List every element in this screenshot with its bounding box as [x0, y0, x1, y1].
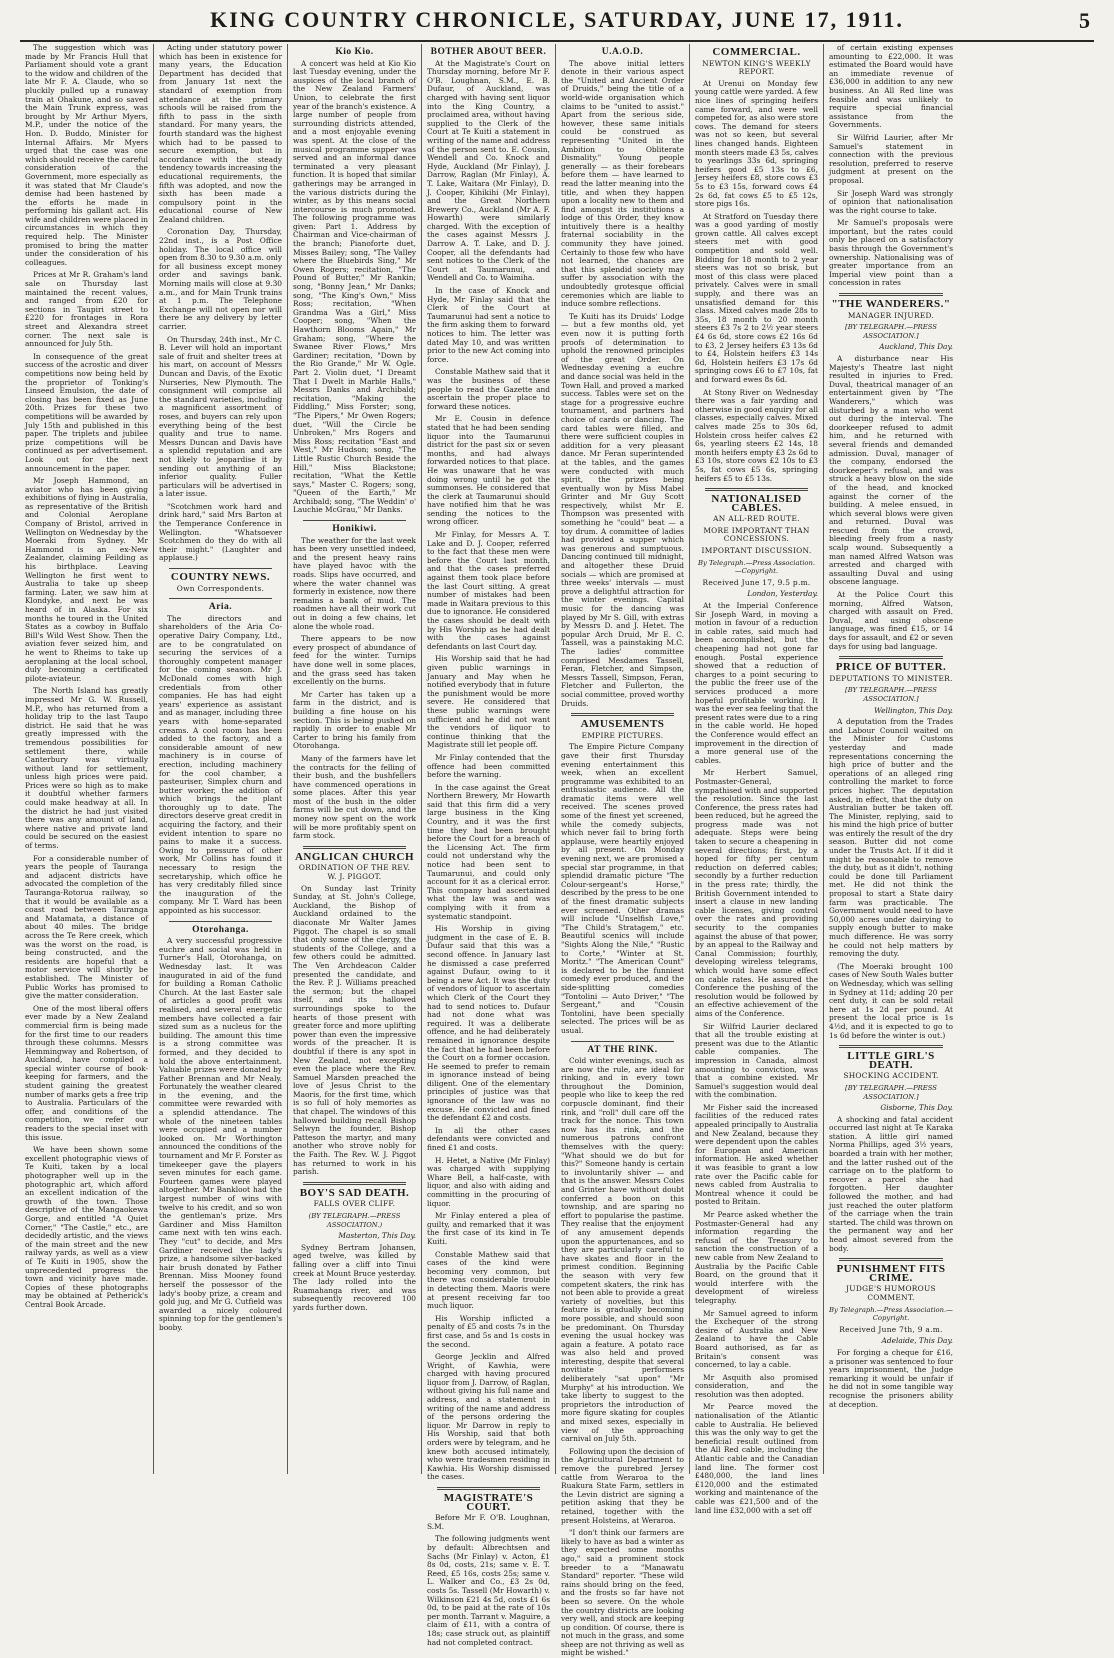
article-headline: NATIONALISED CABLES. — [711, 493, 802, 514]
article-subheading: Own Correspondents. — [176, 583, 265, 593]
wire-credit: By Telegraph.—Press Association.—Copyright. — [829, 1305, 953, 1323]
wire-credit: (BY TELEGRAPH.—PRESS ASSOCIATION.) — [308, 1212, 401, 1229]
article-paragraph: Sydney Bertram Johansen, aged twelve, was killed by falling over a cliff into Tinui creek at Mount Bruce yesterday. The lady rolled into the Ruamahanga river, and was subsequently recovered 100 yards further down. — [293, 1242, 416, 1312]
column-6 — [690, 44, 824, 1515]
article-headline: "THE WANDERERS." — [831, 298, 951, 311]
column-7 — [824, 44, 958, 1474]
article-subheading: AN ALL-RED ROUTE. — [713, 514, 800, 524]
article-subheading: MANAGER INJURED. — [847, 310, 935, 320]
article-paragraph: A very successful progressive euchre and social was held in Turner's Hall, Otorohanga, on Wednesday last. It was inaugurated in aid of the fund for building a Roman Catholic Church. At the last Easter sale of articles a good profit was realised, and several energetic members have collected a fair sized sum as a nucleus for the building. The amount this time is a strong committee was formed, and they decided to hold the above entertainment. Valuable prizes were donated by Father Brennan and Mr Nealy. Fortunately the weather cleared in the evening, and the committee were rewarded with a splendid attendance. The whole of the nineteen tables were occupied and a number looked on. Mr Worthington announced the conditions of the tournament and Mr F. Forster as timekeeper gave the players seven minutes for each game. Fourteen games were played altogether. Mr Bankloot had the largest number of wins with twelve to his credit, and so won the gentleman's prize. Mrs Gardiner and Miss Hamilton came next with ten wins each. They "cut" to decide, and Mrs Gardiner received the lady's prize, a handsome silver-backed hair brush donated by Father Brennan. Miss Mooney found herself the possessor of the lady's booby prize, a cream and gold jug, and Mr G. Cutfield was awarded a nicely coloured spinning top for the gentlemen's booby. — [159, 936, 282, 1332]
article-paragraph: Mr Carter has taken up a farm in the district, and is building a fine house on his section. This is being pushed on rapidly in order to enable Mr Carter to bring his family from Otorohanga. — [293, 689, 416, 751]
masthead — [0, 0, 1114, 40]
article-paragraph: We have been shown some excellent photographic views of Te Kuiti, taken by a local photographer well up in the photographic art, which afford an excellent indication of the growth of the town. Those descriptive of the Mangaokewa Gorge, and entitled "A Quiet Corner," "The Castle," etc., are decidedly artistic, and the views of the main street and the new railway yards, as well as a view of Te Kuiti in 1905, show the unprecedented progress the town and vicinity have made. Copies of these photographs may be obtained at Petherick's Central Book Arcade. — [25, 1145, 148, 1309]
article-paragraph: The above initial letters denote in their various aspect the "United and Ancient Order of Druids," being the title of a world-wide organisation which claims to be "united to assist." Apart from the serious side, however, these same initials could be construed as representing "United in the Ambition to Obliterate Dismality." Young people generally — as their forebears before them — have learned to read the latter meaning into the title, and when they happen upon a locality new to them and find amongst its institutions a lodge of this Order, they know intuitively there is a healthy fraternal sociability in the community they have joined. Certainly to those few who have not learned, the chances are that this splendid society may suffer by association with the undoubtedly grotesque official ceremonies which are liable to induce sombre reflections. — [561, 58, 684, 309]
article-paragraph: Constable Mathew said that cases of the kind were becoming very common, but there was considerable trouble in detecting them. Maoris were at present receiving far too much liquor. — [427, 1249, 550, 1311]
article-paragraph: In consequence of the great success of the acrostic and diver competitions now being held by the proprietor of Tonking's Linseed Emulsion, the date of closing has been fixed as June 20th. Prizes for these two competitions will be awarded by July 15th and published in this paper. The triplets and jubilee prize competitions will be continued as per advertisement. Look out for the next announcement in the paper. — [25, 351, 148, 473]
article-subheading: SHOCKING ACCIDENT. — [843, 1071, 939, 1081]
page-number: 5 — [1079, 8, 1090, 33]
article-subheading: NEWTON KING'S WEEKLY REPORT. — [702, 58, 811, 77]
column-rule — [571, 1041, 674, 1042]
article-paragraph: For a considerable number of years the people of Tauranga and adjacent districts have advocated the completion of the Tauranga-Rotorua railway, so that it would be available as a coast road between Tauranga and Matamata, a distance of about 40 miles. The bridge across the Te Rere creek, which was the worst on the road, is being constructed, and the residents are hopeful that a motor service will shortly be established. The Minister of Public Works has promised to give the matter consideration. — [25, 853, 148, 1001]
column-rule — [839, 293, 943, 296]
column-4 — [422, 44, 556, 1647]
article-paragraph: His Worship in giving judgment in the case of E. B. Dufaur said that this was a second offence. In January last he dismissed a case preferred against Dufaur, owing to it being a new Act. It was the duty of vendors of liquor to ascertain which Clerk of the Court they had to send notices to. Dufaur had not done what was required. It was a deliberate offence, and he had deliberately remained in ignorance despite the fact that he had been before the Court on a former occasion. He seemed to prefer to remain in ignorance instead of being diligent. One of the elementary principles of justice was that ignorance of the law was no excuse. He convicted and fined the defendant £2 and costs. — [427, 924, 550, 1123]
column-2 — [154, 44, 288, 1474]
article-paragraph: The suggestion which was made by Mr Francis Hull that Parliament should vote a grant to the widow and children of the late Mr F. A. Claude, who so pluckily pulled up a runaway train at Ohakune, and so saved the Main Trunk express, was brought by Mr Arthur Myers, M.P., under the notice of the Hon. D. Buddo, Minister for Internal Affairs. Mr Myers urged that the case was one which should receive the careful consideration of the Government, more especially as it was stated that Mr Claude's demise had been hastened by the efforts he made in performing his gallant act. His wife and children were placed in circumstances in which they required help. The Minister promised to bring the matter under the consideration of his colleagues. — [25, 43, 148, 267]
article-headline: PUNISHMENT FITS CRIME. — [836, 1263, 946, 1284]
article-paragraph: of certain existing expenses amounting to £22,000. It was estimated the Board would have an immediate revenue of £36,000 in addition to any new business. An All Red line was feasible and was unlikely to require special financial assistance from the Governments. — [829, 43, 953, 130]
article-headline: Otorohanga. — [192, 924, 249, 935]
column-rule — [839, 656, 943, 659]
article-paragraph: H. Hetet, a Native (Mr Finlay) was charged with supplying Whare Bell, a half-caste, with liquor, and also with aiding and committing in the procuring of liquor. — [427, 1155, 550, 1208]
article-paragraph: The following judgments went by default: Albrechtsen and Sachs (Mr Finlay) v. Acton, £1 8s 0d, costs, 21s; same v. E. T. Reed, £5 16s, costs 25s; same v. L. Walker and Co., £3 2s 0d, costs 5s. Tassell (Mr Howarth) v. Wilkinson £21 4s 5d, costs £1 6s 0d, to be paid at the rate of 10s per month. Tarrant v. Maguire, a claim of £11, with a contra of 18s; case struck out, as plaintiff had not completed contract. — [427, 1534, 550, 1647]
article-paragraph: Acting under statutory power which has been in existence for many years, the Education Department has decided that from January 1st next the standard of exemption from attendance at the primary schools will be raised from the fifth to pass in the sixth standard. For many years, the fourth standard was the highest which had to be passed to secure exemption, but in accordance with the steady tendency towards increasing the educational requirements, the fifth was adopted, and now the sixth has been made a compulsory point in the educational course of New Zealand children. — [159, 43, 282, 224]
article-paragraph: Constable Mathew said that it was the business of these people to read the Gazette and ascertain the proper place to forward these notices. — [427, 367, 550, 411]
article-paragraph: Many of the farmers have let the contracts for the felling of their bush, and the bushfellers have commenced operations in some places. After this year most of the bush in the older farms will be cut down, and the money now spent on the work will be more profitably spent on farm stock. — [293, 753, 416, 841]
column-1 — [20, 44, 154, 1474]
article-paragraph: "I don't think our farmers are likely to have as bad a winter as they expected some months ago," said a prominent stock breeder to a "Manawatu Standard" reporter. "These wild rains should bring on the feed, and the frosts so far have not been so severe. On the whole the country districts are looking very well, and stock are keeping up condition. Of course, there is not much in the grass, and some sheep are not thriving as well as might be wished." — [561, 1528, 684, 1658]
dateline: Masterton, This Day. — [338, 1231, 416, 1241]
newspaper-columns — [20, 43, 1094, 1658]
article-paragraph: At Urenui on Monday few young cattle were yarded. A few nice lines of springing heifers came forward, and were well competed for, as also were store cows. The demand for steers was not so keen, but several lines changed hands. Eighteen month steers made £3 5s, calves to yearlings 33s 6d, springing heifers good £5 13s to £6, Jersey heifers £8, store cows £3 5s to £3 15s, forward cows £4 2s 6d, fat cows £5 to £5 12s, store pigs 16s. — [695, 78, 818, 209]
article-paragraph: At Stony River on Wednesday there was a fair yarding and otherwise in good enquiry for all classes, especially calves. Mixed calves made 25s to 30s 6d, Holstein cross heifer calves £2 6s, yearling steers £2 14s, 18 month heifers empty £3 2s 6d to £3 10s, store cows £2 10s to £3 5s, fat cows £5 6s, springing heifers £5 to £5 13s. — [695, 387, 818, 483]
article-paragraph: In all the other cases defendants were convicted and fined £1 and costs. — [427, 1125, 550, 1153]
article-paragraph: In the case against the Great Northern Brewery, Mr Howarth said that this firm did a very large business in the King Country, and it was the first time they had been brought before the Court for a breach of the Licensing Act. The firm could not understand why the notice had been sent to Taumarunui, and could only account for it as a clerical error. This company had ascertained what the law was and was complying with it from a systematic standpoint. — [427, 782, 550, 921]
wire-credit: [BY TELEGRAPH.—PRESS ASSOCIATION.] — [845, 686, 937, 703]
article-paragraph: In the case of Knock and Hyde, Mr Finlay said that the Clerk of the Court at Taumarunui had sent a notice to the firm asking them to forward notices to him. The letter was dated May 10, and was written prior to the new Act coming into force. — [427, 286, 550, 364]
article-paragraph: The weather for the last week has been very unsettled indeed, and the present heavy rains have played havoc with the roads. Slips have occurred, and where the water channel was formerly in existence, now there remains a bank of mud. The roadmen have all their work cut out in doing a few chains, let alone the whole road. — [293, 535, 416, 631]
article-headline: MAGISTRATE'S COURT. — [443, 1492, 534, 1513]
article-headline: LITTLE GIRL'S DEATH. — [847, 1050, 935, 1071]
masthead-title: KING COUNTRY CHRONICLE, SATURDAY, JUNE 17, 1911. — [210, 7, 904, 32]
article-headline: ANGLICAN CHURCH — [294, 850, 415, 863]
wire-credit: By Telegraph.—Press Association.—Copyright. — [697, 558, 816, 576]
column-rule — [839, 1258, 943, 1261]
article-paragraph: Mr Fisher said the increased facilities of the reduced rates appealed principally to Australia and New Zealand, because they were dependent upon the cables for European and American information. He asked whether it was feasible to grant a low rate over the Pacific cable for news cabled from Australia to Montreal whence it could be posted to Britain. — [695, 1102, 818, 1207]
column-rule — [303, 520, 406, 521]
article-headline: U.A.O.D. — [601, 47, 644, 57]
article-paragraph: Mr E. Cousin in defence stated that he had been sending liquor into the Taumarunui district for the past six or seven months, and had always forwarded notices to that place. He was unaware that he was doing wrong until he got the summonses. He considered that the clerk at Taumarunui should have notified him that he was sending the notices to the wrong officer. — [427, 414, 550, 527]
article-headline: AT THE RINK. — [587, 1044, 658, 1055]
article-paragraph: There appears to be now every prospect of abundance of feed for the winter. Turnips have done well in some places, and the grass seed has taken excellently on the burns. — [293, 634, 416, 687]
column-rule — [169, 921, 272, 922]
column-rule — [839, 1045, 943, 1048]
column-rule — [169, 598, 272, 599]
article-paragraph: At the Magistrate's Court on Thursday morning, before Mr F. O'B. Loughnan, S.M., E. B. Dufaur, of Auckland, was charged with having sent liquor into the King Country, a proclaimed area, without having supplied to the Clerk of the Court at Te Kuiti a statement in writing of the name and address of the person sent to. E. Cousin, Wendell and Co. Knock and Hyde, Auckland (Mr Finlay), J. Darrow, Raglan (Mr Finlay), A. T. Lake, Waitara (Mr Finlay), D. J. Cooper, Kihikihi (Mr Finlay), and the Great Northern Brewery Co., Auckland (Mr A. F. Howarth) were similarly charged. With the exception of the cases against Messrs J. Darrow A. T. Lake, and D. J. Cooper, all the defendants had sent notices to the Clerk of the Court at Taumarunui, and Wendell and Co. to Waimiha. — [427, 58, 550, 283]
article-paragraph: Mr Asquith also promised consideration, and the resolution was then adopted. — [695, 1372, 818, 1399]
article-paragraph: Mr Finlay contended that the offence had been committed before the warning. — [427, 752, 550, 780]
article-headline: Kio Kio. — [335, 47, 374, 57]
article-paragraph: At Stratford on Tuesday there was a good yarding of mostly grown cattle. All calves except steers met with good competition and sold well. Bidding for 18 month to 2 year steers was not so brisk, but most of this class were placed privately. Calves were in small supply, and there was an unsatisfied demand for this class. Mixed calves made 28s to 35s, 18 month to 20 month steers £3 7s 2 to 2½ year steers £4 6s 6d, store cows £2 16s 6d to £3, 2 Jersey heifers £3 13s 6d to £4, Holstein heifers £3 14s 6d, Holstein heifers £3 17s 6d springing cows £6 to £7 10s, fat and forward ewes 8s 6d. — [695, 211, 818, 384]
dateline: London, Yesterday. — [747, 589, 818, 599]
wire-credit: [BY TELEGRAPH.—PRESS ASSOCIATION.] — [845, 323, 937, 340]
article-paragraph: Following upon the decision of the Agricultural Department to remove the purebred Jersey cattle from Weraroa to the Ruakura State Farm, settlers in the Levin district are signing a petition asking that they be retained, together with the present Holsteins, at Weraroa. — [561, 1446, 684, 1525]
article-paragraph: Mr Samuel agreed to inform the Exchequer of the strong desire of Australia and New Zealand to have the Cable Board authorised, as far as Britain's consent was concerned, to lay a cable. — [695, 1308, 818, 1370]
article-paragraph: (The Moeraki brought 100 cases of New South Wales butter on Wednesday, which was selling in Sydney at 11d; adding 20 per cent duty, it can be sold retail here at 1s 2d per pound. At present the local price is 1s 4½d, and it is expected to go to 1s 6d before the winter is out.) — [829, 961, 953, 1040]
article-paragraph: George Jecklin and Alfred Wright, of Kawhia, were charged with having procured liquor from J. Darrow, of Raglan, without giving his full name and address, and a statement in writing of the name and address of the persons ordering the liquor. Mr Darrow in reply to His Worship, said that both orders were by telegram, and he knew both accused intimately, who were tradesmen residing in Kawhia. His Worship dismissed the cases. — [427, 1352, 550, 1482]
article-paragraph: The directors and shareholders of the Aria Co-operative Dairy Company, Ltd., are to be congratulated on securing the services of a thoroughly competent manager for the coming season. Mr J. McDonald comes with high credentials from other companies. He has had eight years' experience as assistant and as manager, including three years with home-separated creams. A cool room has been added to the factory, and a considerable amount of new machinery is in course of erection, including machinery for the cool chamber, a pasteuriser, Simplex churn and butter worker, the addition of which brings the plant thoroughly up to date. The directors deserve great credit in acquiring the factory, and their evident intention to spare no pains to make it a success. Owing to pressure of other work, Mr Collins has found it necessary to resign the secretaryship, which office he has very creditably filled since the inauguration of the company. Mr T. Ward has been appointed as his successor. — [159, 613, 282, 915]
article-paragraph: Mr Finlay, for Messrs A. T. Lake and D. J. Cooper, referred to the fact that these men were before the Court last month, and that the cases preferred against them took place before the last Court sitting. A great number of mistakes had been made in Waitara previous to this due to ignorance. He considered the cases should be dealt with by His Worship as he had dealt with the cases against defendants on last Court day. — [427, 530, 550, 651]
article-paragraph: Cold winter evenings, such as are now the rule, are ideal for rinking, and in every town throughout the Dominion, people who like to keep the red corpuscle dominant, find their rink, and "roll" dull care off the track for the nonce. This town now has its rink, and the numerous patrons confront themselves with the query: "What should we do but for this?" Someone handy is certain to involuntarily shiver — and that is the answer. Messrs Coles and Grinter have without doubt conferred a boon on this township, and are sparing no effort to popularise the pastime. They realise that the enjoyment of any amusement depends upon the appurtenances, and so they are particularly careful to have skates and floor in the primest condition. Beginning the season with very few competent skaters, the rink has not been able to provide a great variety of novelties, but this feature is gradually becoming more possible, and should soon be predominant. On Thursday evening the usual hockey was again a feature. A potato race was also held and proved interesting, despite that several novitiate performers deliberately "sat upon" "Mr Murphy" at his introduction. We take liberty to suggest to the proprietors the introduction of more figure skating for couples and mixed sexes, especially in view of the approaching carnival on July 5th. — [561, 1056, 684, 1444]
article-paragraph: A deputation from the Trades and Labour Council waited on the Minister for Customs yesterday and made representations concerning the high price of butter and the operations of an alleged ring controlling the market to force prices higher. The deputation asked, in effect, that the duty on Australian butter be taken off. The Minister, replying, said to his mind the high price of butter was entirely the result of the dry season. Butter did not come under the Trusts Act. If it did it might be reasonable to remove the duty, but as it didn't, nothing could be done till Parliament met. He did not think the proposal to start a State dairy farm was practicable. The Government would need to have 50,000 acres under dairying to supply enough butter to make much difference. He was sorry he could not help matters by removing the duty. — [829, 717, 953, 959]
article-headline: BOY'S SAD DEATH. — [299, 1186, 410, 1199]
article-paragraph: A concert was held at Kio Kio last Tuesday evening, under the auspices of the local branch of the New Zealand Farmers' Union, to celebrate the first year of the branch's existence. A large number of people from surrounding districts attended, and a most enjoyable evening was spent. At the close of the musical programme supper was served and an informal dance terminated a very pleasant function. It is hoped that similar gatherings may be arranged in the various districts during the winter, as by this means social intercourse is much promoted. The following programme was given: Part 1. Address by Chairman and Vice-chairman of the branch; Pianoforte duet, Misses Bailey; song, "The Valley where the Bluebirds Sing," Mr Owen Rogers; recitation, "The Pound of Butter," Mr Rankin; song, "Bonny Jean," Mr Danks; song, "The King's Own," Miss Ross; recitation, "When Grandma Was a Girl," Miss Cooper; song, "When the Hawthorn Blooms Again," Mr Graham; song, "Where the Swanee River Flows," Mrs Gardiner; recitation, "Down by the Rio Grande," Mr W. Ogle. Part 2. Violin duet, "I Dreamt That I Dwelt in Marble Halls," Messrs Danks and Archibald; recitation, "Making the Fiddling," Miss Forster; song, "The Pipers," Mr Owen Rogers; duet, "Will the Circle be Unbroken," Mrs Rogers and Miss Ross; recitation "East and West," Mr Hudson; song, "The Little Rustic Church Beside the Hill," Miss Blackstone; recitation, "What the Kettle says," Master C. Rogers; song, "Queen of the Earth," Mr Archibald; song, "The Weddin' o' Lauchie McGrau," Mr Danks. — [293, 58, 416, 515]
dateline: Auckland, This Day. — [879, 342, 953, 352]
article-subheading: DEPUTATIONS TO MINISTER. — [829, 673, 953, 683]
article-paragraph: Mr Pearce moved the nationalisation of the Atlantic cable to Australia. He believed this was the only way to get the beneficial result outlined from the All Red cable, including the Atlantic cable and the Canadian land line. The former cost £480,000, the land lines £120,000 and the estimated working and maintenance of the cable was £21,500 and of the land line £32,000 with a set off — [695, 1402, 818, 1515]
column-rule — [303, 846, 406, 849]
article-subheading: ORDINATION OF THE REV. W. J. PIGGOT. — [298, 863, 411, 882]
article-paragraph: At the Police Court this morning, Alfred Watson, charged with assault on Fred. Duval, and using obscene language, was fined £15, or 14 days for assault, and £2 or seven days for using bad language. — [829, 590, 953, 651]
column-rule — [437, 1487, 540, 1490]
article-paragraph: Mr Finlay entered a plea of guilty, and remarked that it was the first case of its kind in Te Kuiti. — [427, 1211, 550, 1246]
article-subheading: Received June 17, 9.5 p.m. — [702, 577, 811, 587]
article-paragraph: Sir Wilfrid Laurier declared that all the trouble existing at present was due to the Atlantic cable companies. The impression in Canada, almost amounting to conviction, was that a combine existed. Mr Samuel's suggestion would deal with the combination. — [695, 1021, 818, 1100]
article-paragraph: Sir Joseph Ward was strongly of opinion that nationalisation was the right course to take. — [829, 188, 953, 215]
column-5 — [556, 44, 690, 1658]
article-paragraph: The North Island has greatly impressed Mr G. W. Russell, M.P., who has returned from a holiday trip to the last Taupo district. He said that he was greatly impressed with the tremendous possibilities for settlement there, while Canterbury was virtually without land for settlement, unless high prices were paid. Prices were so high as to make it doubtful whether farmers could make headway at all. In the district he had just visited there was any amount of land, where native and private land could be secured on the easiest of terms. — [25, 686, 148, 851]
article-headline: COMMERCIAL. — [712, 46, 801, 58]
masthead-rule — [20, 40, 1094, 42]
article-subheading: IMPORTANT DISCUSSION. — [701, 546, 812, 556]
article-paragraph: For forging a cheque for £16, a prisoner was sentenced to four years imprisonment, the Judge remarking it would be unfair if he did not in some tangible way recognise the prisoners ability at deception. — [829, 1347, 953, 1409]
wire-credit: [BY TELEGRAPH.—PRESS ASSOCIATION.] — [845, 1083, 937, 1101]
column-rule — [571, 713, 674, 716]
article-paragraph: Te Kuiti has its Druids' Lodge — but a few months old, yet even now it is putting forth proofs of determination to uphold the renowned principles of the great Order. On Wednesday evening a euchre and dance social was held in the Town Hall, and proved a marked success. Tables were set on the stage for a progressive euchre tournament, and partners had choice of cards or dancing. The card tables were filled, and there were sufficient couples in addition for a very pleasant dance. Mr Feran superintended at the tables, and the games were conducted with much spirit, the prizes being eventually won by Miss Mabel Grinter and Mr Guy Scott respectively, whilst Mr E. Thompson was presented with something he "could" beat — a toy drum. A committee of ladies had provided a supper which was generous and sumptuous. Dancing continued till midnight, and altogether these Druid socials — which are promised at three weeks' intervals — must prove a delightful attraction for the winter evenings. Capital music for the dancing was played by Mr S. Gill, with extras by Messrs D. and J. Hetet. The popular Arch Druid, Mr E. C. Tassell, was a painstaking M.C. The ladies' committee comprised Mesdames Tassell, Feran, Fletcher, and Simpson, Messrs Tassell, Simpson, Feran, Fletcher and Fullerton, the social committee, proved worthy Druids. — [561, 311, 684, 708]
article-paragraph: Mr Joseph Hammond, an aviator who has been giving exhibitions of flying in Australia, as representative of the British and Colonial Aeroplane Company of Bristol, arrived in Wellington on Wednesday by the Moeraki from Sydney. Mr Hammond is an ex-New Zealander, claiming Feilding as his birthplace. Leaving Wellington he first went to Australia to take up sheep farming. Later, we saw him at Klondyke, and next he was heard of in Alaska. For six months he toured in the United States as a cowboy in Buffalo Bill's Wild West Show. Then the aviation fever seized him, and he went to Rheims to take up aeroplaning at the local school, duly becoming a certificated pilote-aviateur. — [25, 476, 148, 683]
article-headline: AMUSEMENTS — [580, 718, 665, 731]
column-3 — [288, 44, 422, 1474]
article-paragraph: On Thursday, 24th inst., Mr C. B. Lever will hold an important sale of fruit and shelter trees at his mart, on account of Messrs Duncan and Davis, of the Exotic Nurseries, New Plymouth. The consignment will comprise all the standard varieties, including a magnificent assortment of roses, and buyers can rely upon everything being of the best quality and true to name. Messrs Duncan and Davis have a splendid reputation and are not likely to jeopardise it by sending out anything of an inferior quality. Fuller particulars will be advertised in a later issue. — [159, 334, 282, 499]
dateline: Adelaide, This Day. — [881, 1336, 953, 1346]
article-subheading: FALLS OVER CLIFF. — [313, 1199, 396, 1209]
article-headline: BOTHER ABOUT BEER. — [430, 47, 547, 57]
article-headline: COUNTRY NEWS. — [170, 571, 271, 584]
article-subheading: MORE IMPORTANT THAN CONCESSIONS. — [703, 525, 810, 544]
article-paragraph: Coronation Day, Thursday, 22nd inst., is a Post Office holiday. The local office will open from 8.30 to 9.30 a.m. only for all business except money order and savings bank. Morning mails will close at 9.30 a.m., and for Main Trunk trains at 1 p.m. The Telephone Exchange will not open nor will there be any delivery by letter carrier. — [159, 227, 282, 331]
column-rule — [169, 568, 272, 569]
column-rule — [705, 488, 808, 491]
article-paragraph: A disturbance near His Majesty's Theatre last night resulted in injuries to Fred. Duval, theatrical manager of an entertainment given by "The Wanderers," which was disturbed by a man who went out during the interval. The doorkeeper refused to admit him, and he returned with several friends and demanded admission. Duval, manager of the company, endorsed the doorkeeper's refusal, and was struck a heavy blow on the side of the head, and knocked against the corner of the building. A melee ensued, in which several blows were given and returned. Duval was rescued from the crowd, bleeding freely from a nasty scalp wound. Subsequently a man named Alfred Watson was arrested and charged with assaulting Duval and using obscene language. — [829, 354, 953, 587]
article-paragraph: At the Imperial Conference Sir Joseph Ward, in moving a motion in favour of a reduction in cable rates, said much had been accomplished, but the cheapening had not gone far enough. Postal experience showed that a reduction of charges to a point securing to the public the freer use of the services produced a more hopeful profitable working. It was the ever sea feeling that the present rates were due to a ring in the cable world. He hoped the Conference would effect an improvement in the direction of a more general use of the cables. — [695, 601, 818, 765]
article-subheading: Received June 7th, 9 a.m. — [839, 1324, 943, 1334]
article-paragraph: Sir Wilfrid Laurier, after Mr Samuel's statement in connection with the previous resolution, preferred to reserve judgment at present on the proposal. — [829, 132, 953, 185]
article-paragraph: The Empire Picture Company gave their first Thursday evening entertainment this week, when an excellent programme was exhibited to an enthusiastic audience. All the dramatic items were well received. The scenes proved some of the finest yet screened, while the comedy subjects, which never fail to bring forth applause, were heartily enjoyed by all present. On Monday evening next, we are promised a special star programme, in that splendid dramatic picture "The Colour-sergeant's Horse," described by the press to be one of the finest dramatic subjects ever screened. Other dramas will include "Unselfish Love," "The Child's Stratagem," etc. Beautiful scenics will include "Sights Along the Nile," "Rustic to Corte," "Winter at St. Moritz." "The American Count" is declared to be the funniest comedy ever produced, and the side-splitting comedies "Tontolini — Auto Driver," "The Sergeant," and "Cousin Tontolini, have been specially selected. The prices will be as usual. — [561, 742, 684, 1035]
article-paragraph: "Scotchmen work hard and drink hard," said Mrs Barton at the Temperance Conference in Wellington. "Whatsoever Scotchmen do they do with all their might." (Laughter and applause.) — [159, 501, 282, 563]
dateline: Gisborne, This Day. — [880, 1103, 953, 1113]
article-paragraph: Before Mr F. O'B. Loughnan, S.M. — [427, 1513, 550, 1531]
article-paragraph: A shocking and fatal accident occurred last night at Te Karaka station. A little girl named Norma Phillips, aged 3½ years, boarded a train with her mother, and the latter rushed out of the carriage on to the platform to recover a parcel she had forgotten. Her daughter followed the mother, and had just reached the outer platform of the carriage when the train started. The child was thrown on the permanent way and her head almost severed from the body. — [829, 1114, 953, 1253]
article-paragraph: His Worship said that he had given public warnings in January and May when he notified everybody that in future the punishment would be more severe. He considered that these public warnings were sufficient and he did not want the vendors of liquor to continue thinking that the Magistrate still let people off. — [427, 654, 550, 750]
article-headline: Honikiwi. — [332, 524, 377, 535]
article-paragraph: One of the most liberal offers ever made by a New Zealand commercial firm is being made for the first time to our readers through these columns. Messrs Hemmingway and Robertson, of Auckland, have compiled a special winter course of book-keeping for farmers, and the student gaining the greatest number of marks gets a free trip to Australia. Particulars of the offer, and conditions of the competition, we refer our readers to the special inset with this issue. — [25, 1003, 148, 1142]
article-paragraph: Mr Herbert Samuel, Postmaster-General, sympathised with and supported the resolution. Since the last Conference, the press rates had been reduced, but he agreed the progress made was not adequate. Steps were being taken to secure a cheapening in several directions; first, by a hoped for fifty per centum reduction on deferred cables; secondly by a further reduction in the press rate; thirdly, the British Government intended to insert a clause in new landing cable licenses, giving control over the rates and providing security to the companies against the abuse of that power, by an appeal to the Railway and Canal Commission; fourthly, developing wireless telegrams, which would have some effect on cable rates. He assured the Conference the pushing of the resolution would be followed by an effective achievement of the aims of the Conference. — [695, 768, 818, 1018]
article-paragraph: His Worship inflicted a penalty of £5 and costs 7s in the first case, and 5s and 1s costs in the second. — [427, 1313, 550, 1349]
article-paragraph: Mr Samuel's proposals were important, but the rates could only be placed on a satisfactory basis through the Government's ownership. Nationalising was of greater importance from an Imperial view point than a concession in rates — [829, 218, 953, 288]
article-paragraph: On Sunday last Trinity Sunday, at St. John's College, Auckland, the Bishop of Auckland ordained to the diaconate Mr Walter James Piggot. The chapel is so small that only some of the clergy, the students of the College, and a few others could be admitted. The Ven Archdeacon Calder presented the candidate, and the Rev. P. J. Williams preached the sermon; but the chapel itself, and its hallowed surroundings spoke to the hearts of those present with greater force and more uplifting power than even the impressive words of the preacher. It is doubtful if there is any spot in New Zealand, not excepting even the place where the Rev. Samuel Marsden preached the love of Jesus Christ to the Maoris, for the first time, which is so full of holy memories as that chapel. The windows of this hallowed building recall Bishop Selwyn the founder, Bishop Patteson the martyr, and many another who strove nobly for the Faith. The Rev. W. J. Piggot has returned to work in his parish. — [293, 883, 416, 1177]
column-rule — [303, 1182, 406, 1185]
article-headline: Aria. — [208, 602, 233, 613]
article-subheading: EMPIRE PICTURES. — [581, 730, 664, 740]
article-paragraph: Mr Pearce asked whether the Postmaster-General had any information regarding the refusal of the Treasury to sanction the construction of a new cable from New Zealand to Australia by the Pacific Cable Board, on the ground that it would interfere with the development of wireless telegraphy. — [695, 1210, 818, 1305]
article-subheading: JUDGE'S HUMOROUS COMMENT. — [846, 1284, 936, 1302]
dateline: Wellington, This Day. — [874, 705, 953, 715]
article-paragraph: Prices at Mr R. Graham's land sale on Thursday last maintained the recent values, and ranged from £20 for sections in Taupiri street to £220 for frontages in Rora street and Alexandra street corner. The next sale is announced for July 5th. — [25, 270, 148, 349]
article-headline: PRICE OF BUTTER. — [835, 661, 947, 674]
